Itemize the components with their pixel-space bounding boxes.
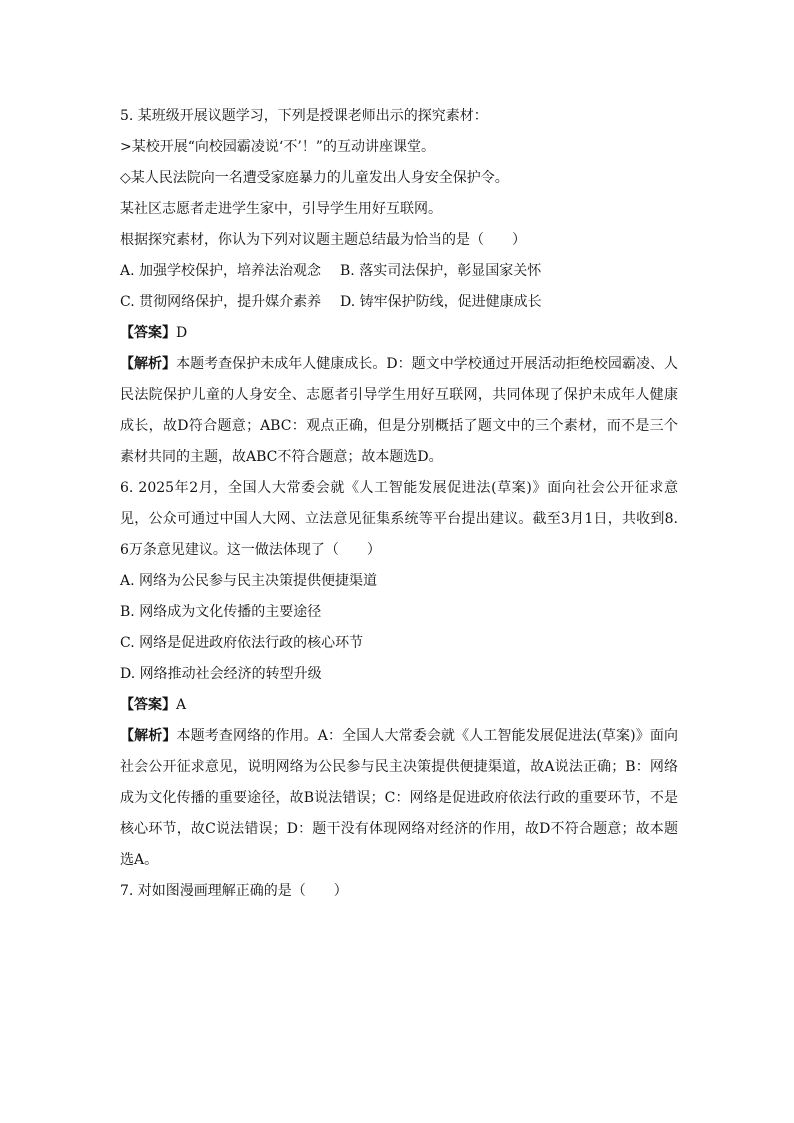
q5-analysis-label: 【解析】 xyxy=(120,356,177,372)
q6-analysis-label: 【解析】 xyxy=(120,728,177,744)
q6-option-c: C. 网络是促进政府依法行政的核心环节 xyxy=(120,635,364,651)
q5-options-row-2 xyxy=(120,287,678,318)
q5-options-row-1 xyxy=(120,256,678,287)
q6-answer-label: 【答案】 xyxy=(120,697,176,713)
q5-material-1: >某校开展“向校园霸凌说‘不’！”的互动讲座课堂。 xyxy=(120,139,435,155)
q6-option-d: D. 网络推动社会经济的转型升级 xyxy=(120,666,322,682)
q5-material-3: 某社区志愿者走进学生家中，引导学生用好互联网。 xyxy=(120,201,442,217)
q5-option-d: D. 铸牢保护防线，促进健康成长 xyxy=(340,294,542,310)
q6-analysis-text: 本题考查网络的作用。A：全国人大常委会就《人工智能发展促进法(草案)》面向社会公开征求意见，说明网络为公民参与民主决策提供便捷渠道，故A说法正确；B：网络成为文化传播的重要途径，故B说法错误；C：网络是促进政府依法行政的重要环节，不是核心环节，故C说法错误；D：题干没有体现网络对经济的作用，故D不符合题意；故本题选A。 xyxy=(120,728,678,868)
q5-option-b: B. 落实司法保护，彰显国家关怀 xyxy=(340,263,542,279)
q6-option-a: A. 网络为公民参与民主决策提供便捷渠道 xyxy=(120,573,378,589)
q6-answer xyxy=(120,690,678,721)
q6-stem: 6. 2025年2月，全国人大常委会就《人工智能发展促进法(草案)》面向社会公开征求意见，公众可通过中国人大网、立法意见征集系统等平台提出建议。截至3月1日，共收到8.6万条意见建议。这一做法体现了（ ） xyxy=(120,480,678,558)
q5-analysis xyxy=(120,349,678,473)
q5-stem: 5. 某班级开展议题学习，下列是授课老师出示的探究素材： xyxy=(120,108,488,124)
q5-material-2: ◇某人民法院向一名遭受家庭暴力的儿童发出人身安全保护令。 xyxy=(120,170,509,186)
q6-answer-value: A xyxy=(176,697,187,713)
q5-question: 根据探究素材，你认为下列对议题主题总结最为恰当的是（ ） xyxy=(120,232,526,248)
q6-option-b: B. 网络成为文化传播的主要途径 xyxy=(120,604,322,620)
q5-answer-value: D xyxy=(176,325,188,341)
q5-answer-label: 【答案】 xyxy=(120,325,176,341)
q6-analysis xyxy=(120,721,678,876)
q5-option-a: A. 加强学校保护，培养法治观念 xyxy=(120,263,322,279)
document-page xyxy=(120,101,678,907)
q5-option-c: C. 贯彻网络保护，提升媒介素养 xyxy=(120,294,322,310)
q5-answer xyxy=(120,318,678,349)
q7-stem: 7. 对如图漫画理解正确的是（ ） xyxy=(120,883,348,899)
q5-analysis-text: 本题考查保护未成年人健康成长。D：题文中学校通过开展活动拒绝校园霸凌、人民法院保护儿童的人身安全、志愿者引导学生用好互联网，共同体现了保护未成年人健康成长，故D符合题意；ABC：观点正确，但是分别概括了题文中的三个素材，而不是三个素材共同的主题，故ABC不符合题意；故本题选D。 xyxy=(120,356,679,465)
